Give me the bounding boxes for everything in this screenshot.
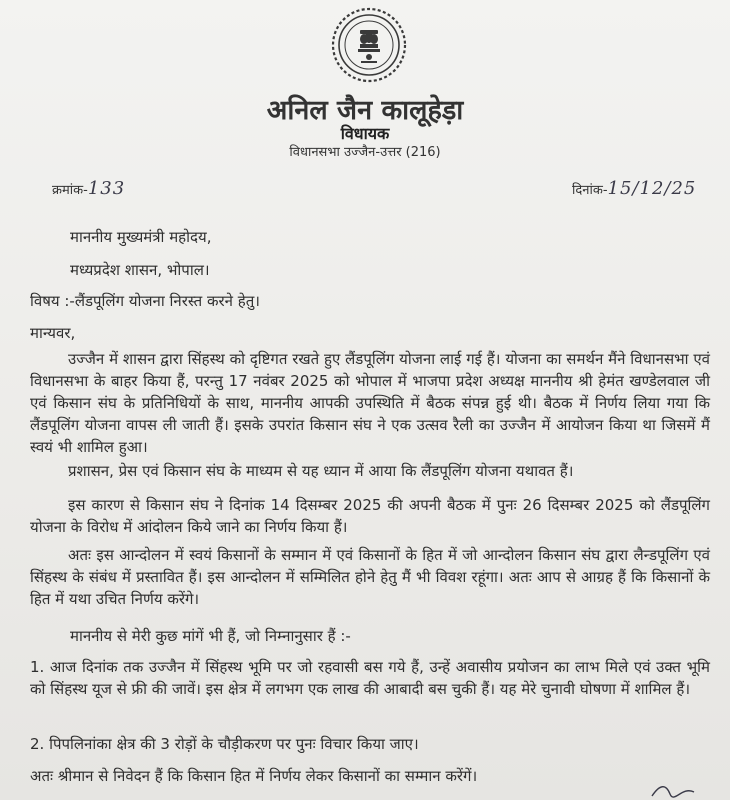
state-emblem-icon <box>330 6 408 84</box>
demands-intro: माननीय से मेरी कुछ मांगें भी हैं, जो निम्नानुसार हैं :- <box>70 627 351 645</box>
reference-number-value: 133 <box>87 178 126 199</box>
signature-mark <box>648 782 698 798</box>
mla-name: अनिल जैन कालूहेड़ा <box>266 95 464 126</box>
closing-line: अतः श्रीमान से निवेदन हैं कि किसान हित में निर्णय लेकर किसानों का सम्मान करेंगें। <box>30 767 478 785</box>
demand-item-2: 2. पिपलिनांका क्षेत्र की 3 रोड़ों के चौड़ीकरण पर पुनः विचार किया जाए। <box>30 735 419 753</box>
paragraph-3: इस कारण से किसान संघ ने दिनांक 14 दिसम्बर 2025 की अपनी बैठक में पुनः 26 दिसम्बर 2025 को लैंडपूलिंग योजना के विरोध में आंदोलन किये जाने का निर्णय किया हैं। <box>30 496 710 536</box>
reference-date <box>572 178 696 199</box>
paragraph-4: अतः इस आन्दोलन में स्वयं किसानों के सम्मान में एवं किसानों के हित में जो आन्दोलन किसान संघ द्वारा लैन्डपूलिंग एवं सिंहस्थ के संबंध में प्रस्तावित हैं। इस आन्दोलन में सम्मिलित होने हेतु मैं भी विवश रहूंगा। अतः आप से आग्रह हैं कि किसानों के हित में यथा उचित निर्णय करेंगे। <box>30 546 710 608</box>
recipient-line-2: मध्यप्रदेश शासन, भोपाल। <box>70 261 210 279</box>
reference-date-label: दिनांक- <box>572 183 608 198</box>
subject-line: विषय :-लैंडपूलिंग योजना निरस्त करने हेतु। <box>30 292 260 310</box>
paragraph-1: उज्जैन में शासन द्वारा सिंहस्थ को दृष्टिगत रखते हुए लैंडपूलिंग योजना लाई गई हैं। योजना का समर्थन मैंने विधानसभा एवं विधानसभा के बाहर किया हैं, परन्तु 17 नवंबर 2025 को भोपाल में भाजपा प्रदेश अध्यक्ष माननीय श्री हेमंत खण्डेलवाल जी एवं किसान संघ के प्रतिनिधियों के साथ, माननीय आपकी उपस्थिति में बैठक संपन्न हुई थी। बैठक में निर्णय लिया गया कि लैंडपूलिंग योजना वापस ली जाती हैं। इसके उपरांत किसान संघ ने एक उत्सव रैली का उज्जैन में आयोजन किया था जिसमें मैं स्वयं भी शामिल हुआ। <box>30 350 710 456</box>
constituency: विधानसभा उज्जैन-उत्तर (216) <box>289 145 441 160</box>
reference-date-value: 15/12/25 <box>607 178 697 199</box>
paragraph-2: प्रशासन, प्रेस एवं किसान संघ के माध्यम से यह ध्यान में आया कि लैंडपूलिंग योजना यथावत हैं। <box>68 462 574 480</box>
demand-item-1: 1. आज दिनांक तक उज्जैन में सिंहस्थ भूमि पर जो रहवासी बस गये हैं, उन्हें अवासीय प्रयोजन का लाभ मिले एवं उक्त भूमि को सिंहस्थ यूज से फ्री की जावें। इस क्षेत्र में लगभग एक लाख की आबादी बस चुकी हैं। यह मेरे चुनावी घोषणा में शामिल हैं। <box>30 658 710 698</box>
salutation: मान्यवर, <box>30 324 76 342</box>
reference-number-label: क्रमांक- <box>52 183 88 198</box>
recipient-line-1: माननीय मुख्यमंत्री महोदय, <box>70 228 212 246</box>
reference-number <box>52 178 125 199</box>
mla-designation: विधायक <box>340 124 390 143</box>
